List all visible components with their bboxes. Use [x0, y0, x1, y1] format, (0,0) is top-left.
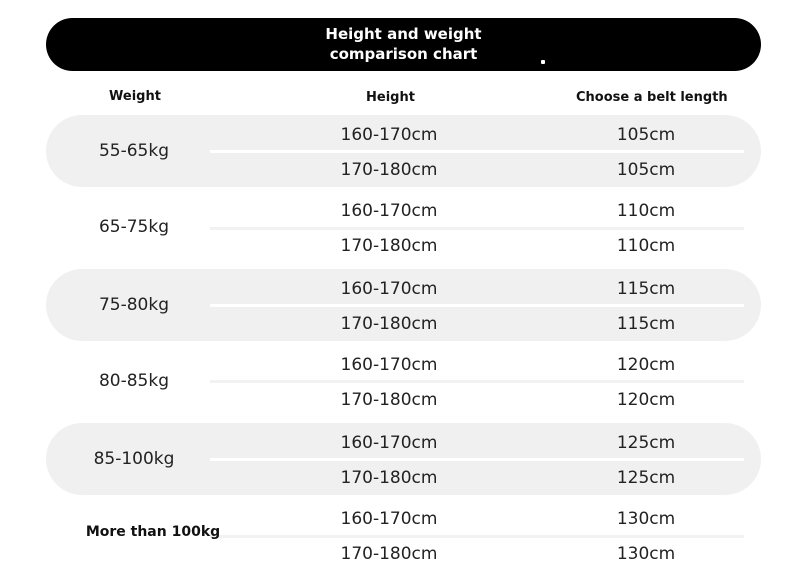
header-weight: Weight	[109, 89, 161, 104]
height-cell: 170-180cm	[340, 468, 438, 488]
height-cell: 170-180cm	[340, 544, 438, 564]
height-cell: 170-180cm	[340, 236, 438, 256]
belt-length-cell: 130cm	[616, 509, 676, 529]
belt-length-cell: 125cm	[616, 433, 676, 453]
height-cell: 160-170cm	[340, 355, 438, 375]
weight-range: 65-75kg	[98, 217, 170, 237]
row-divider	[210, 535, 744, 538]
row-divider	[210, 150, 744, 153]
belt-length-cell: 110cm	[616, 236, 676, 256]
belt-length-cell: 110cm	[616, 201, 676, 221]
belt-length-cell: 130cm	[616, 544, 676, 564]
weight-range: 55-65kg	[98, 141, 170, 161]
height-cell: 160-170cm	[340, 279, 438, 299]
weight-range: 80-85kg	[98, 371, 170, 391]
row-divider	[210, 458, 744, 461]
weight-range: 85-100kg	[93, 449, 175, 469]
belt-length-cell: 105cm	[616, 160, 676, 180]
header-belt-length: Choose a belt length	[576, 90, 728, 105]
belt-length-cell: 120cm	[616, 355, 676, 375]
row-divider	[210, 304, 744, 307]
title-line-1: Height and weight	[325, 25, 482, 43]
belt-length-cell: 115cm	[616, 314, 676, 334]
height-cell: 160-170cm	[340, 125, 438, 145]
weight-range: More than 100kg	[85, 524, 221, 540]
weight-range: 75-80kg	[98, 295, 170, 315]
height-cell: 160-170cm	[340, 201, 438, 221]
row-divider	[210, 380, 744, 383]
height-cell: 170-180cm	[340, 160, 438, 180]
header-height: Height	[366, 90, 415, 105]
belt-length-cell: 115cm	[616, 279, 676, 299]
height-cell: 160-170cm	[340, 509, 438, 529]
height-cell: 160-170cm	[340, 433, 438, 453]
belt-length-cell: 125cm	[616, 468, 676, 488]
height-cell: 170-180cm	[340, 390, 438, 410]
chart-title	[46, 24, 761, 64]
height-cell: 170-180cm	[340, 314, 438, 334]
belt-length-cell: 105cm	[616, 125, 676, 145]
title-line-2: comparison chart	[329, 45, 478, 63]
title-banner	[46, 18, 761, 71]
belt-length-cell: 120cm	[616, 390, 676, 410]
row-divider	[210, 227, 744, 230]
dot-decoration	[541, 60, 545, 64]
